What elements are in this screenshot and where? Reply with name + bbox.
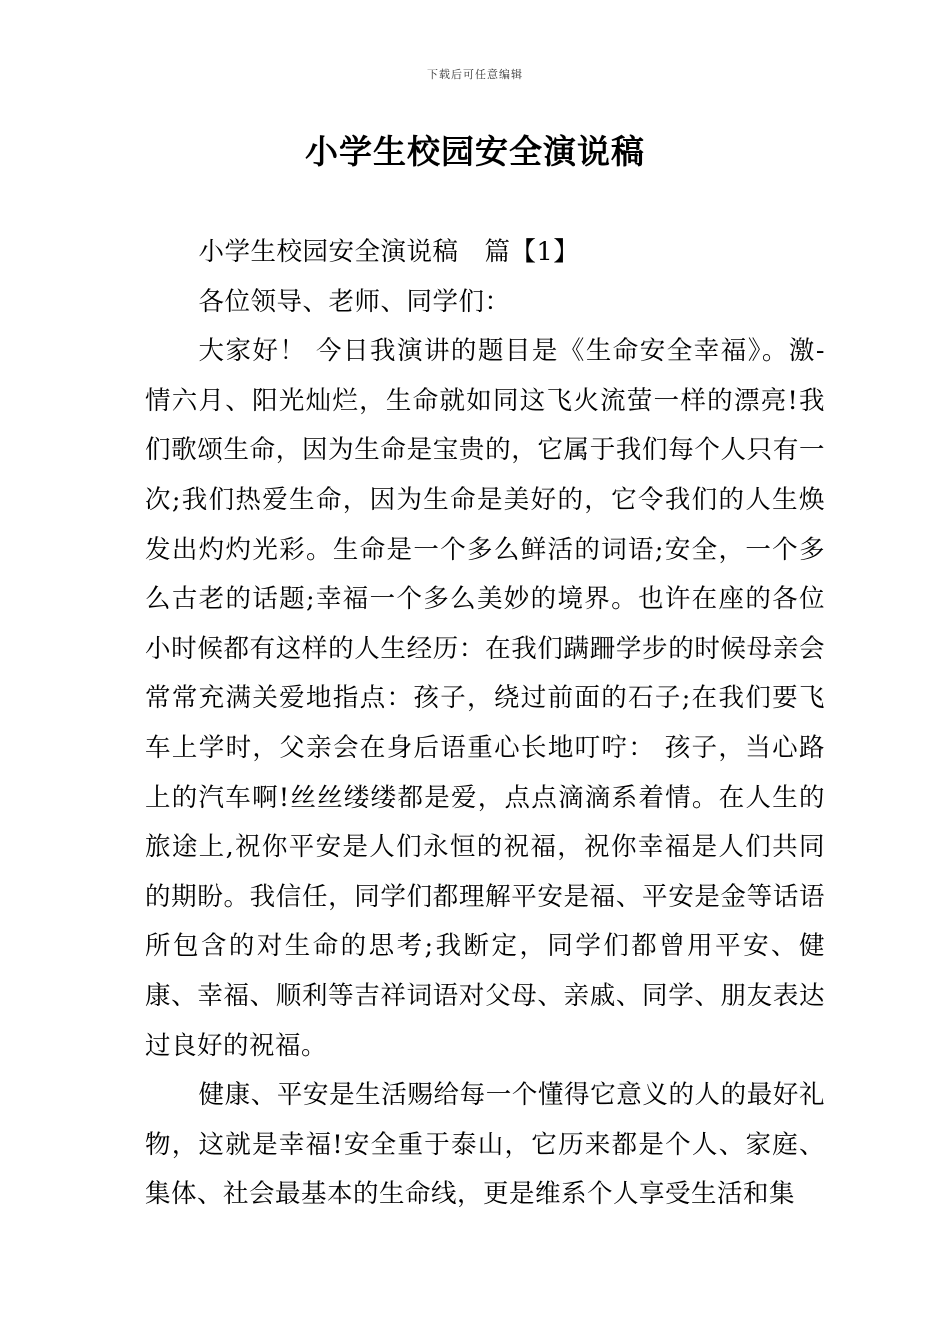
- document-body: [145, 228, 825, 1220]
- document-title: 小学生校园安全演说稿: [305, 132, 645, 171]
- paragraph-1: 大家好！ 今日我演讲的题目是《生命安全幸福》。激-情六月、阳光灿烂，生命就如同这飞火流萤一样的漂亮!我们歌颂生命，因为生命是宝贵的，它属于我们每个人只有一次;我们热爱生命，因为生命是美好的，它令我们的人生焕发出灼灼光彩。生命是一个多么鲜活的词语;安全，一个多么古老的话题;幸福一个多么美妙的境界。也许在座的各位小时候都有这样的人生经历：在我们蹒跚学步的时候母亲会常常充满关爱地指点：孩子，绕过前面的石子;在我们要飞车上学时，父亲会在身后语重心长地叮咛： 孩子，当心路上的汽车啊!丝丝缕缕都是爱，点点滴滴系着情。在人生的旅途上,祝你平安是人们永恒的祝福，祝你幸福是人们共同的期盼。我信任，同学们都理解平安是福、平安是金等话语所包含的对生命的思考;我断定，同学们都曾用平安、健康、幸福、顺利等吉祥词语对父母、亲戚、同学、朋友表达过良好的祝福。: [145, 336, 825, 1061]
- header-note: 下载后可任意编辑: [427, 68, 523, 81]
- section-heading: 小学生校园安全演说稿 篇【1】: [198, 237, 580, 267]
- paragraph-2: 健康、平安是生活赐给每一个懂得它意义的人的最好礼物，这就是幸福!安全重于泰山，它历来都是个人、家庭、集体、社会最基本的生命线，更是维系个人享受生活和集: [145, 1080, 825, 1210]
- salutation: 各位领导、老师、同学们：: [198, 286, 511, 317]
